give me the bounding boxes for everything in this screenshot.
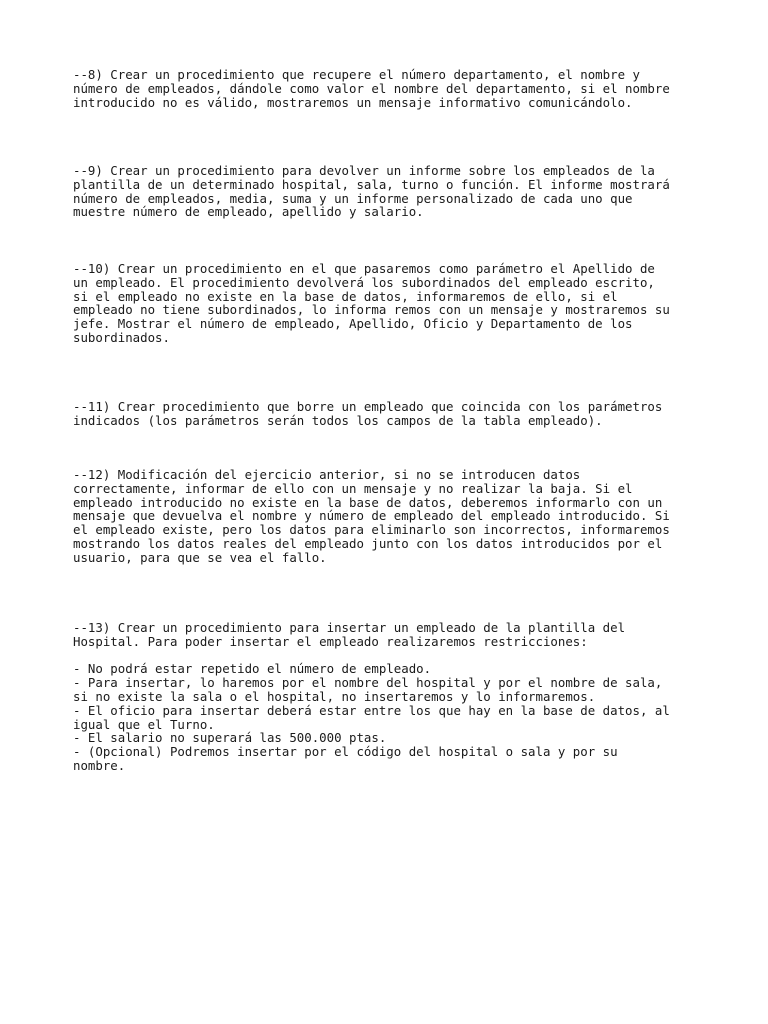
exercise-10-text: --10) Crear un procedimiento en el que pasaremos como parámetro el Apellido de un empleado. El procedimiento devolverá los subordinados del empleado escrito, si el empleado no existe en la base de datos, informaremos de ello, si el empleado no tiene subordinados, lo informa remos con un mensaje y mostraremos su jefe. Mostrar el número de empleado, Apellido, Oficio y Departamento de los subordinados. (73, 261, 670, 345)
exercise-11-text: --11) Crear procedimiento que borre un empleado que coincida con los parámetros indicados (los parámetros serán todos los campos de la tabla empleado). (73, 399, 663, 428)
exercise-8-text: --8) Crear un procedimiento que recupere el número departamento, el nombre y número de empleados, dándole como valor el nombre del departamento, si el nombre introducido no es válido, mostraremos un mensaje informativo comunicándolo. (73, 67, 670, 110)
exercise-9-text: --9) Crear un procedimiento para devolver un informe sobre los empleados de la plantilla de un determinado hospital, sala, turno o función. El informe mostrará número de empleados, media, suma y un informe personalizado de cada uno que muestre número de empleado, apellido y salario. (73, 163, 670, 220)
exercise-13-text: --13) Crear un procedimiento para insertar un empleado de la plantilla del Hospital. Para poder insertar el empleado realizaremos restricciones: - No podrá estar repetido el número de empleado. - Para insertar, lo haremos por el nombre del hospital y por el nombre de sala, si no existe la sala o el hospital, no insertaremos y lo informaremos. - El oficio para insertar deberá estar entre los que hay en la base de datos, al igual que el Turno. - El salario no superará las 500.000 ptas. - (Opcional) Podremos insertar por el código del hospital o sala y por su nombre. (73, 620, 670, 773)
exercise-12-text: --12) Modificación del ejercicio anterior, si no se introducen datos correctamente, informar de ello con un mensaje y no realizar la baja. Si el empleado introducido no existe en la base de datos, deberemos informarlo con un mensaje que devuelva el nombre y número de empleado del empleado introducido. Si el empleado existe, pero los datos para eliminarlo son incorrectos, informaremos mostrando los datos reales del empleado junto con los datos introducidos por el usuario, para que se vea el fallo. (73, 467, 670, 565)
